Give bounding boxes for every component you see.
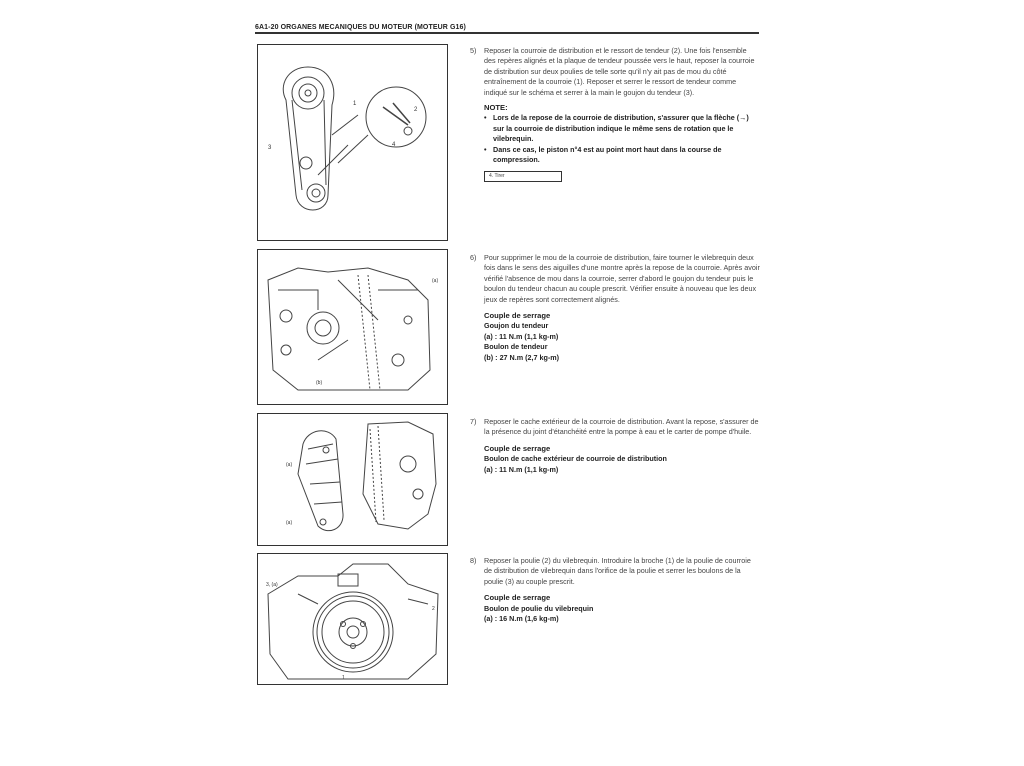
figure-3-label-a1: (a) <box>286 462 293 468</box>
torque-line: Boulon de poulie du vilebrequin <box>484 603 594 613</box>
note-title: NOTE: <box>484 103 508 113</box>
note-item: • Lors de la repose de la courroie de distribution, s'assurer que la flèche (→) sur la courroie de distribution indique le même sens de rotation que le vilebrequin. <box>484 113 760 144</box>
note-item: • Dans ce cas, le piston n°4 est au point mort haut dans la course de compression. <box>484 145 760 166</box>
torque-title: Couple de serrage <box>484 593 551 603</box>
step-number: 8) <box>470 556 477 565</box>
figure-timing-belt-install <box>257 44 448 241</box>
tensioner-drawing <box>258 250 447 404</box>
manual-page <box>255 18 759 698</box>
figure-4-label-3a: 3, (a) <box>266 582 278 588</box>
torque-line: Boulon de cache extérieur de courroie de distribution <box>484 454 667 464</box>
step-number: 7) <box>470 417 477 426</box>
crankshaft-pulley-drawing <box>258 554 447 684</box>
figure-1-label-4: 4 <box>392 142 396 148</box>
step-number: 5) <box>470 46 477 55</box>
step-text: Pour supprimer le mou de la courroie de distribution, faire tourner le vilebrequin deux fois dans le sens des aiguilles d'une montre après la repose de la courroie. Après avoir vérifié l'absence de mou dans la courroie, serrer d'abord le goujon du tendeur puis le boulon du tendeur chacun au couple prescrit. Vérifier ensuite à nouveau que les deux jeux de repères sont correctement alignés. <box>484 253 760 304</box>
torque-title: Couple de serrage <box>484 311 551 321</box>
figure-2-label-a: (a) <box>432 278 439 284</box>
figure-1-label-2: 2 <box>414 107 418 113</box>
step-text: Reposer la courroie de distribution et le ressort de tendeur (2). Une fois l'ensemble des repères alignés et la plaque de tendeur poussée vers le haut, reposer la courroie de distribution sur deux poulies de telle sorte qu'il n'y ait pas de mou du côté entraînement de la courroie (1). Reposer et serrer le ressort de tendeur comme indiqué sur le schéma et serrer à la main le goujon du tendeur (3). <box>484 46 755 97</box>
step-6 <box>470 253 760 363</box>
step-8 <box>470 556 760 624</box>
step-text: Reposer la poulie (2) du vilebrequin. Introduire la broche (1) de la poulie de courroie de distribution de vilebrequin dans l'orifice de la poulie et serrer les boulons de la poulie (3) au couple prescrit. <box>484 556 751 586</box>
figure-tensioner-torque <box>257 249 448 405</box>
torque-line: (a) : 11 N.m (1,1 kg-m) <box>484 331 559 341</box>
step-5 <box>470 46 760 182</box>
figure-4-label-1: 1 <box>342 675 345 681</box>
step-text: Reposer le cache extérieur de la courroie de distribution. Avant la repose, s'assurer de la présence du joint d'étanchéité entre la pompe à eau et le carter de pompe d'huile. <box>484 417 759 437</box>
figure-3-label-a2: (a) <box>286 520 293 526</box>
figure-outer-cover <box>257 413 448 546</box>
torque-line: (b) : 27 N.m (2,7 kg-m) <box>484 352 560 362</box>
torque-line: (a) : 16 N.m (1,6 kg-m) <box>484 614 559 624</box>
torque-line: (a) : 11 N.m (1,1 kg-m) <box>484 464 559 474</box>
page-header: 6A1-20 ORGANES MECANIQUES DU MOTEUR (MOTEUR G16) <box>255 24 759 34</box>
torque-line: Boulon de tendeur <box>484 342 548 352</box>
figure-2-label-b: (b) <box>316 380 323 386</box>
outer-cover-drawing <box>258 414 447 545</box>
timing-belt-drawing <box>258 45 447 240</box>
step-7 <box>470 417 760 475</box>
figure-4-label-2: 2 <box>432 606 435 612</box>
figure-1-label-3: 3 <box>268 145 272 151</box>
figure-1-label-1: 1 <box>353 101 357 107</box>
figure-crankshaft-pulley <box>257 553 448 685</box>
torque-line: Goujon du tendeur <box>484 321 549 331</box>
figure-tag: 4. Tirer <box>484 171 562 182</box>
step-number: 6) <box>470 253 477 262</box>
torque-title: Couple de serrage <box>484 443 551 453</box>
